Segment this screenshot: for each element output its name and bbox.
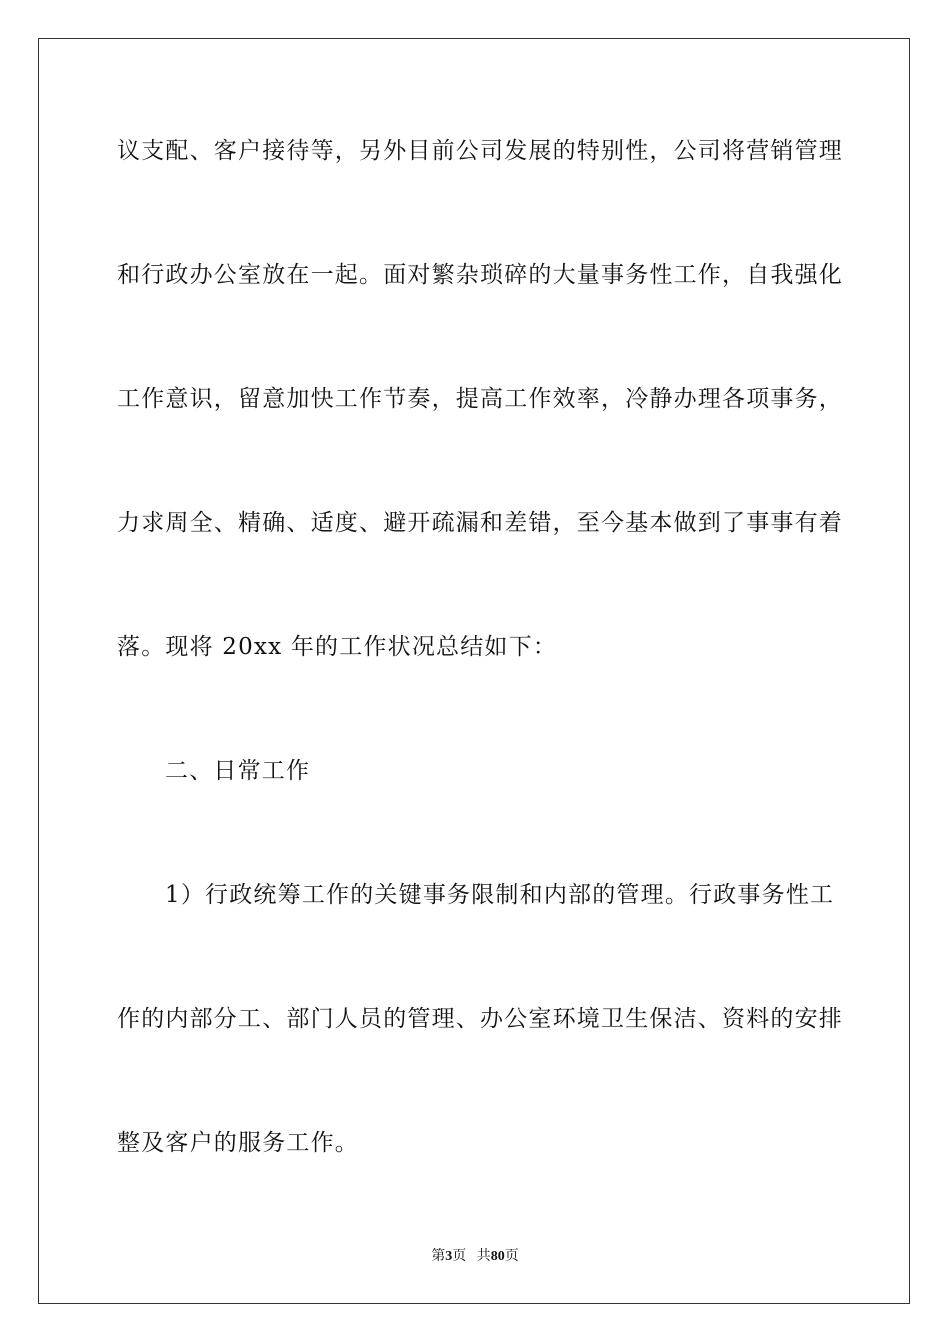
current-page-number: 3	[445, 1249, 453, 1264]
section-heading: 二、日常工作	[165, 758, 311, 784]
body-line-5: 落。现将 20xx 年的工作状况总结如下：	[117, 634, 558, 660]
body-line-2: 和行政办公室放在一起。面对繁杂琐碎的大量事务性工作，自我强化	[117, 262, 843, 288]
body-line-3: 工作意识，留意加快工作节奏，提高工作效率，冷静办理各项事务，	[117, 386, 843, 412]
total-pages-number: 80	[490, 1249, 505, 1264]
body-line-1: 议支配、客户接待等，另外目前公司发展的特别性，公司将营销管理	[117, 138, 843, 164]
page-footer	[0, 1248, 950, 1266]
footer-total-prefix: 共	[476, 1249, 491, 1264]
body-line-7: 1）行政统筹工作的关键事务限制和内部的管理。行政事务性工	[165, 882, 835, 908]
body-line-4: 力求周全、精确、适度、避开疏漏和差错，至今基本做到了事事有着	[117, 510, 843, 536]
page-border	[38, 38, 910, 1304]
body-line-8: 作的内部分工、部门人员的管理、办公室环境卫生保洁、资料的安排	[117, 1006, 843, 1032]
footer-total-suffix: 页	[504, 1249, 519, 1264]
footer-page-suffix: 页	[452, 1249, 467, 1264]
body-line-9: 整及客户的服务工作。	[117, 1130, 359, 1156]
footer-prefix: 第	[431, 1249, 446, 1264]
